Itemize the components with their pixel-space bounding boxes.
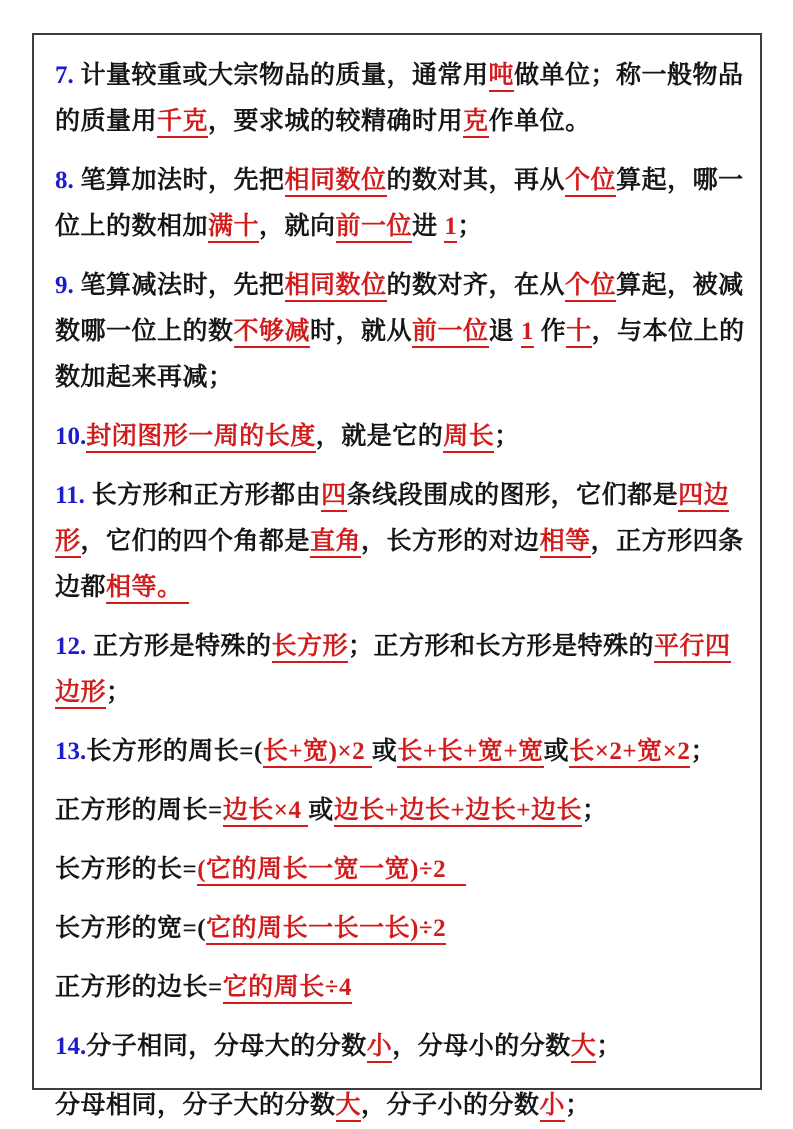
text-run: ； xyxy=(582,797,608,824)
paragraph xyxy=(55,158,746,250)
highlighted-term: 小 xyxy=(540,1092,566,1122)
paragraph xyxy=(55,1083,746,1129)
highlighted-term: (它的周长一宽一宽)÷2 xyxy=(197,856,466,886)
text-run: 长方形和正方形都由 xyxy=(84,482,322,509)
text-run: ； xyxy=(494,423,520,450)
item-number: 14. xyxy=(55,1033,87,1060)
highlighted-term: 相同数位 xyxy=(285,272,387,302)
highlighted-term: 长方形 xyxy=(272,633,349,663)
text-run: ，正方形四条边都 xyxy=(55,528,744,601)
highlighted-term: 四边形 xyxy=(55,482,729,558)
highlighted-term: 满十 xyxy=(208,213,259,243)
text-run: ； xyxy=(596,1033,622,1060)
paragraph xyxy=(55,1024,746,1070)
text-run: 长方形的宽=( xyxy=(55,915,207,942)
text-run: ，分子小的分数 xyxy=(361,1092,540,1119)
highlighted-term: 个位 xyxy=(565,167,616,197)
text-run: ； xyxy=(457,213,483,240)
highlighted-term: 直角 xyxy=(310,528,361,558)
item-number: 11. xyxy=(55,482,85,509)
highlighted-term: 小 xyxy=(367,1033,393,1063)
highlighted-term: 长×2+宽×2 xyxy=(569,738,690,768)
highlighted-term: 长+长+宽+宽 xyxy=(397,738,543,768)
text-run: 算起，哪一位上的数相加 xyxy=(55,167,744,240)
text-run: 的数对齐，在从 xyxy=(386,272,566,299)
item-number: 8. xyxy=(55,167,74,194)
page-border xyxy=(32,33,762,1119)
highlighted-term: 平行四边形 xyxy=(55,633,731,709)
paragraph xyxy=(55,624,746,716)
text-run: 分母相同，分子大的分数 xyxy=(55,1092,336,1119)
text-run: 作 xyxy=(533,318,567,345)
paragraph xyxy=(55,414,746,460)
text-run: 作单位。 xyxy=(488,108,591,135)
highlighted-term: 个位 xyxy=(565,272,616,302)
text-run: 正方形的边长= xyxy=(55,974,223,1001)
text-run: 的数对其，再从 xyxy=(386,167,566,194)
paragraph xyxy=(55,53,746,145)
text-run: ； xyxy=(690,738,716,765)
paragraph xyxy=(55,473,746,611)
highlighted-term: 前一位 xyxy=(336,213,413,243)
text-run: 做单位；称一般物品的质量用 xyxy=(55,62,744,135)
highlighted-term: 1 xyxy=(444,213,457,243)
highlighted-term: 大 xyxy=(336,1092,362,1122)
paragraph xyxy=(55,788,746,834)
text-run: 算起，被减数哪一位上的数 xyxy=(55,272,744,345)
text-run: 长方形的周长=( xyxy=(86,738,263,765)
text-run: 笔算减法时，先把 xyxy=(73,272,285,299)
text-run: 退 xyxy=(488,318,521,345)
paragraph xyxy=(55,847,746,893)
highlighted-term: 它的周长一长一长)÷2 xyxy=(206,915,446,945)
text-run: ，与本位上的数加起来再减； xyxy=(55,318,745,391)
highlighted-term: 前一位 xyxy=(412,318,489,348)
text-run: ，分母小的分数 xyxy=(392,1033,571,1060)
text-run: 正方形是特殊的 xyxy=(86,633,272,660)
paragraph xyxy=(55,965,746,1011)
highlighted-term: 不够减 xyxy=(234,318,311,348)
highlighted-term: 吨 xyxy=(489,62,515,92)
highlighted-term: 十 xyxy=(566,318,592,348)
highlighted-term: 封闭图形一周的长度 xyxy=(86,423,316,453)
highlighted-term: 克 xyxy=(463,108,489,138)
highlighted-term: 四 xyxy=(321,482,347,512)
text-run: 正方形的周长= xyxy=(55,797,223,824)
text-run: ，它们的四个角都是 xyxy=(80,528,311,555)
text-run: 分子相同，分母大的分数 xyxy=(86,1033,367,1060)
text-run: ；正方形和长方形是特殊的 xyxy=(348,633,655,660)
text-run: ，就是它的 xyxy=(315,423,444,450)
highlighted-term: 边长+边长+边长+边长 xyxy=(334,797,582,827)
highlighted-term: 千克 xyxy=(157,108,208,138)
item-number: 13. xyxy=(55,738,87,765)
text-run: 时，就从 xyxy=(310,318,413,345)
item-number: 9. xyxy=(55,272,74,299)
highlighted-term: 相等。 xyxy=(106,574,189,604)
text-run: ； xyxy=(106,679,132,706)
text-run: ，要求城的较精确时用 xyxy=(208,108,464,135)
highlighted-term: 1 xyxy=(521,318,534,348)
text-run: 或 xyxy=(371,738,398,765)
item-number: 10. xyxy=(55,423,87,450)
highlighted-term: 相等 xyxy=(540,528,591,558)
text-run: ，就向 xyxy=(259,213,336,240)
paragraph xyxy=(55,729,746,775)
highlighted-term: 周长 xyxy=(443,423,494,453)
text-run: 长方形的长= xyxy=(55,856,198,883)
text-run: 或 xyxy=(308,797,334,824)
text-run: ； xyxy=(565,1092,591,1119)
highlighted-term: 它的周长÷4 xyxy=(223,974,352,1004)
text-run: 条线段围成的图形，它们都是 xyxy=(346,482,679,509)
highlighted-term: 长+宽)×2 xyxy=(263,738,372,768)
highlighted-term: 大 xyxy=(571,1033,597,1063)
highlighted-term: 边长×4 xyxy=(223,797,309,827)
text-run: 计量较重或大宗物品的质量，通常用 xyxy=(73,62,489,89)
paragraph xyxy=(55,906,746,952)
item-number: 7. xyxy=(55,62,74,89)
text-run: 笔算加法时，先把 xyxy=(73,167,285,194)
content xyxy=(34,35,760,1129)
text-run: 进 xyxy=(412,213,445,240)
highlighted-term: 相同数位 xyxy=(285,167,387,197)
text-run: ，长方形的对边 xyxy=(361,528,540,555)
item-number: 12. xyxy=(55,633,87,660)
paragraph xyxy=(55,263,746,401)
text-run: 或 xyxy=(543,738,570,765)
